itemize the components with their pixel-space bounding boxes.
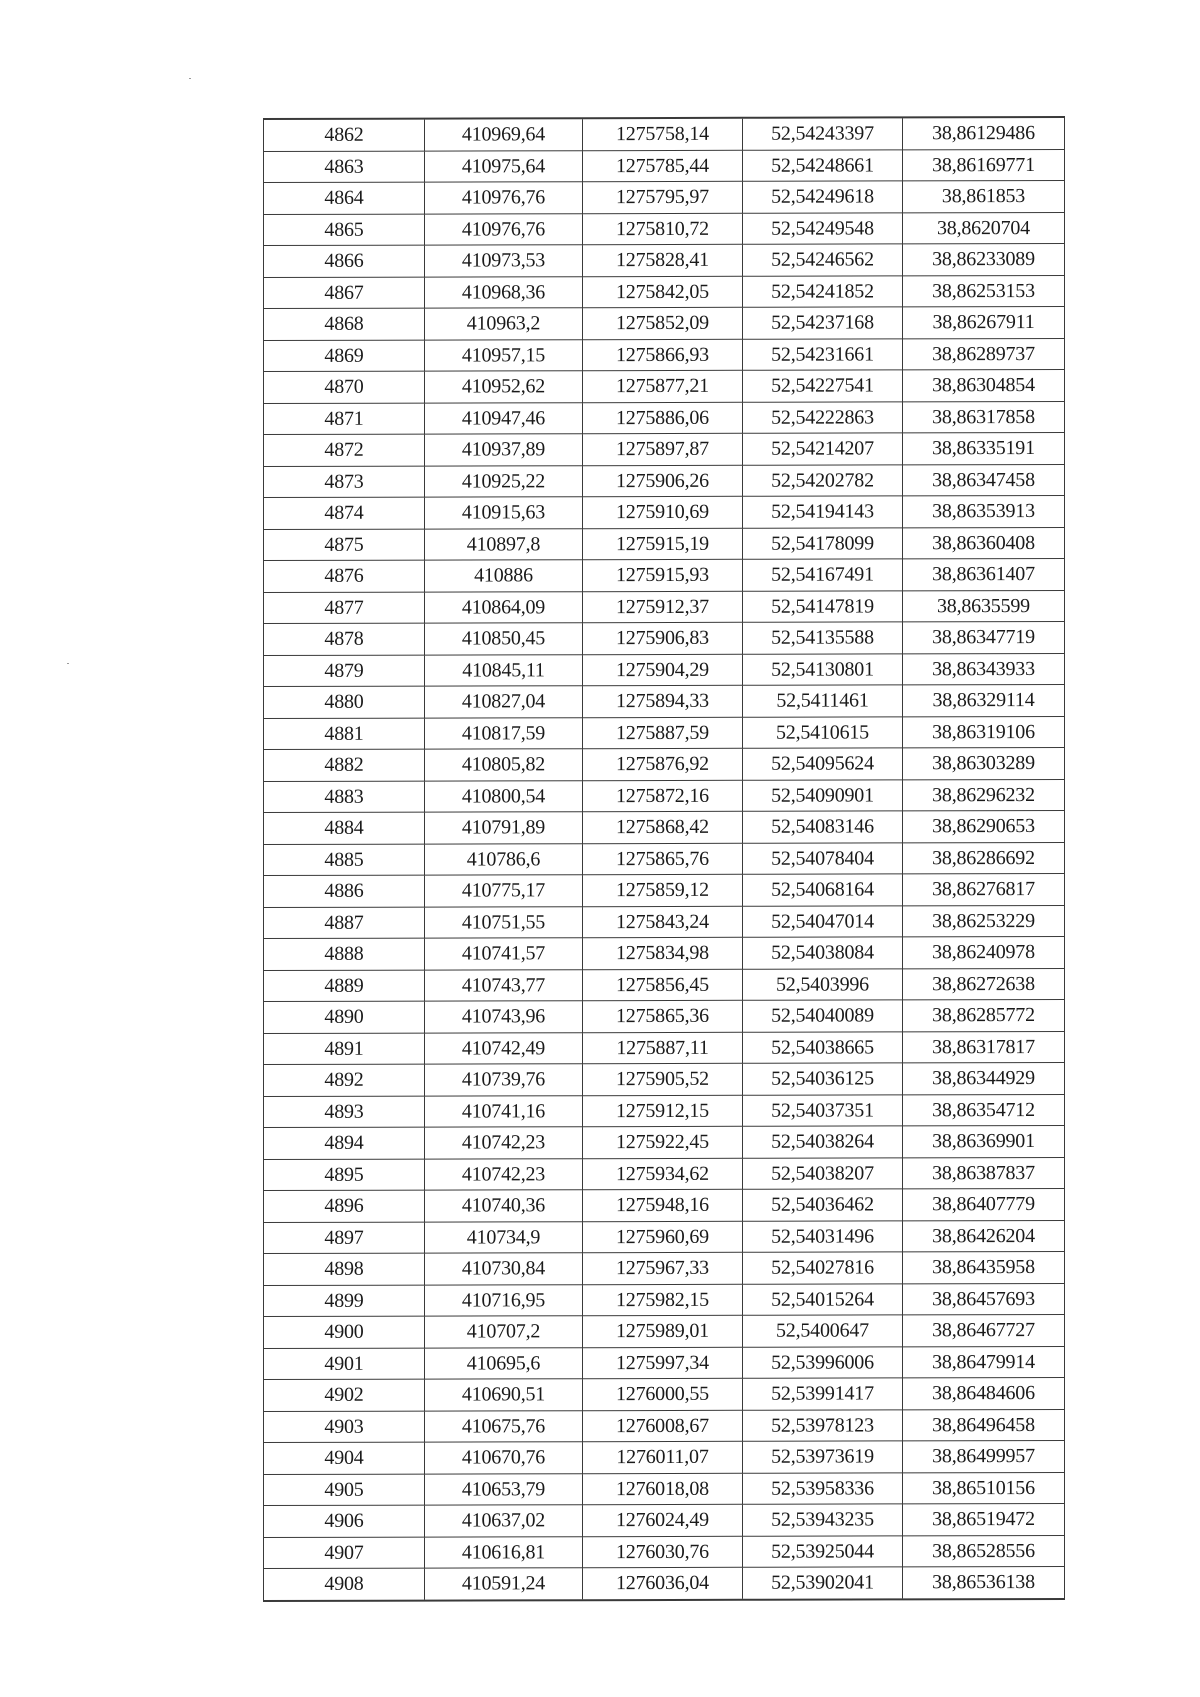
latitude-cell: 52,54031496 — [743, 1220, 903, 1252]
point-number-cell: 4904 — [264, 1442, 425, 1474]
y-coordinate-cell: 1275989,01 — [583, 1315, 743, 1347]
longitude-cell: 38,86129486 — [903, 117, 1065, 149]
y-coordinate-cell: 1275834,98 — [583, 937, 743, 969]
x-coordinate-cell: 410976,76 — [425, 213, 583, 245]
point-number-cell: 4862 — [264, 119, 425, 151]
latitude-cell: 52,54038084 — [743, 937, 903, 969]
latitude-cell: 52,54040089 — [743, 1000, 903, 1032]
longitude-cell: 38,86233089 — [903, 243, 1065, 275]
x-coordinate-cell: 410976,76 — [425, 182, 583, 214]
point-number-cell: 4879 — [264, 655, 425, 687]
y-coordinate-cell: 1275876,92 — [583, 748, 743, 780]
longitude-cell: 38,86335191 — [903, 432, 1065, 464]
y-coordinate-cell: 1275904,29 — [583, 654, 743, 686]
y-coordinate-cell: 1275866,93 — [583, 339, 743, 371]
x-coordinate-cell: 410897,8 — [425, 528, 583, 560]
y-coordinate-cell: 1275856,45 — [583, 969, 743, 1001]
point-number-cell: 4888 — [264, 938, 425, 970]
longitude-cell: 38,86253153 — [903, 275, 1065, 307]
table-row — [264, 1125, 1065, 1159]
longitude-cell: 38,86426204 — [903, 1220, 1065, 1252]
latitude-cell: 52,54090901 — [743, 779, 903, 811]
y-coordinate-cell: 1275967,33 — [583, 1252, 743, 1284]
point-number-cell: 4873 — [264, 466, 425, 498]
point-number-cell: 4867 — [264, 277, 425, 309]
longitude-cell: 38,86286692 — [903, 842, 1065, 874]
y-coordinate-cell: 1275905,52 — [583, 1063, 743, 1095]
longitude-cell: 38,86304854 — [903, 369, 1065, 401]
y-coordinate-cell: 1275982,15 — [583, 1284, 743, 1316]
y-coordinate-cell: 1275886,06 — [583, 402, 743, 434]
table-row — [264, 1503, 1065, 1537]
y-coordinate-cell: 1276036,04 — [583, 1567, 743, 1599]
table-row — [264, 653, 1065, 687]
latitude-cell: 52,54222863 — [743, 401, 903, 433]
x-coordinate-cell: 410805,82 — [425, 749, 583, 781]
point-number-cell: 4866 — [264, 245, 425, 277]
x-coordinate-cell: 410616,81 — [425, 1536, 583, 1568]
x-coordinate-cell: 410775,17 — [425, 875, 583, 907]
point-number-cell: 4885 — [264, 844, 425, 876]
point-number-cell: 4901 — [264, 1348, 425, 1380]
table-row — [264, 716, 1065, 750]
table-row — [264, 1251, 1065, 1285]
latitude-cell: 52,54038207 — [743, 1157, 903, 1189]
table-row — [264, 968, 1065, 1002]
longitude-cell: 38,86253229 — [903, 905, 1065, 937]
x-coordinate-cell: 410742,23 — [425, 1127, 583, 1159]
latitude-cell: 52,53943235 — [743, 1504, 903, 1536]
x-coordinate-cell: 410817,59 — [425, 717, 583, 749]
point-number-cell: 4876 — [264, 560, 425, 592]
longitude-cell: 38,86510156 — [903, 1472, 1065, 1504]
longitude-cell: 38,86296232 — [903, 779, 1065, 811]
point-number-cell: 4884 — [264, 812, 425, 844]
table-row — [264, 527, 1065, 561]
x-coordinate-cell: 410716,95 — [425, 1284, 583, 1316]
longitude-cell: 38,86528556 — [903, 1535, 1065, 1567]
longitude-cell: 38,86276817 — [903, 873, 1065, 905]
longitude-cell: 38,86536138 — [903, 1566, 1065, 1598]
x-coordinate-cell: 410850,45 — [425, 623, 583, 655]
point-number-cell: 4891 — [264, 1033, 425, 1065]
point-number-cell: 4864 — [264, 182, 425, 214]
table-row — [264, 464, 1065, 498]
latitude-cell: 52,54038665 — [743, 1031, 903, 1063]
x-coordinate-cell: 410886 — [425, 560, 583, 592]
longitude-cell: 38,86347719 — [903, 621, 1065, 653]
scan-speck — [67, 663, 69, 664]
table-row — [264, 1535, 1065, 1569]
x-coordinate-cell: 410963,2 — [425, 308, 583, 340]
table-row — [264, 747, 1065, 781]
point-number-cell: 4872 — [264, 434, 425, 466]
y-coordinate-cell: 1276008,67 — [583, 1410, 743, 1442]
longitude-cell: 38,86272638 — [903, 968, 1065, 1000]
x-coordinate-cell: 410743,77 — [425, 969, 583, 1001]
x-coordinate-cell: 410742,23 — [425, 1158, 583, 1190]
table-row — [264, 1031, 1065, 1065]
x-coordinate-cell: 410675,76 — [425, 1410, 583, 1442]
x-coordinate-cell: 410791,89 — [425, 812, 583, 844]
x-coordinate-cell: 410743,96 — [425, 1001, 583, 1033]
longitude-cell: 38,86343933 — [903, 653, 1065, 685]
table-row — [264, 1409, 1065, 1443]
table-row — [264, 275, 1065, 309]
y-coordinate-cell: 1275785,44 — [583, 150, 743, 182]
point-number-cell: 4902 — [264, 1379, 425, 1411]
point-number-cell: 4882 — [264, 749, 425, 781]
longitude-cell: 38,86435958 — [903, 1251, 1065, 1283]
latitude-cell: 52,54202782 — [743, 464, 903, 496]
x-coordinate-cell: 410707,2 — [425, 1316, 583, 1348]
x-coordinate-cell: 410591,24 — [425, 1568, 583, 1600]
x-coordinate-cell: 410653,79 — [425, 1473, 583, 1505]
point-number-cell: 4892 — [264, 1064, 425, 1096]
y-coordinate-cell: 1276018,08 — [583, 1473, 743, 1505]
coordinates-table — [263, 116, 1065, 1602]
point-number-cell: 4865 — [264, 214, 425, 246]
table-row — [264, 779, 1065, 813]
latitude-cell: 52,53958336 — [743, 1472, 903, 1504]
point-number-cell: 4898 — [264, 1253, 425, 1285]
y-coordinate-cell: 1275887,59 — [583, 717, 743, 749]
latitude-cell: 52,54047014 — [743, 905, 903, 937]
latitude-cell: 52,54135588 — [743, 622, 903, 654]
latitude-cell: 52,54194143 — [743, 496, 903, 528]
latitude-cell: 52,54095624 — [743, 748, 903, 780]
table-row — [264, 338, 1065, 372]
point-number-cell: 4878 — [264, 623, 425, 655]
x-coordinate-cell: 410973,53 — [425, 245, 583, 277]
x-coordinate-cell: 410695,6 — [425, 1347, 583, 1379]
table-row — [264, 243, 1065, 277]
table-row — [264, 684, 1065, 718]
longitude-cell: 38,86360408 — [903, 527, 1065, 559]
y-coordinate-cell: 1275894,33 — [583, 685, 743, 717]
y-coordinate-cell: 1275842,05 — [583, 276, 743, 308]
point-number-cell: 4889 — [264, 970, 425, 1002]
x-coordinate-cell: 410741,57 — [425, 938, 583, 970]
point-number-cell: 4896 — [264, 1190, 425, 1222]
point-number-cell: 4874 — [264, 497, 425, 529]
latitude-cell: 52,54083146 — [743, 811, 903, 843]
longitude-cell: 38,86387837 — [903, 1157, 1065, 1189]
point-number-cell: 4880 — [264, 686, 425, 718]
longitude-cell: 38,86329114 — [903, 684, 1065, 716]
point-number-cell: 4881 — [264, 718, 425, 750]
x-coordinate-cell: 410690,51 — [425, 1379, 583, 1411]
y-coordinate-cell: 1275795,97 — [583, 181, 743, 213]
y-coordinate-cell: 1275852,09 — [583, 307, 743, 339]
longitude-cell: 38,86290653 — [903, 810, 1065, 842]
table-row — [264, 117, 1065, 151]
y-coordinate-cell: 1275922,45 — [583, 1126, 743, 1158]
latitude-cell: 52,54249618 — [743, 181, 903, 213]
table-row — [264, 1440, 1065, 1474]
x-coordinate-cell: 410827,04 — [425, 686, 583, 718]
point-number-cell: 4895 — [264, 1159, 425, 1191]
table-row — [264, 905, 1065, 939]
longitude-cell: 38,86467727 — [903, 1314, 1065, 1346]
table-row — [264, 999, 1065, 1033]
x-coordinate-cell: 410730,84 — [425, 1253, 583, 1285]
x-coordinate-cell: 410670,76 — [425, 1442, 583, 1474]
y-coordinate-cell: 1276030,76 — [583, 1536, 743, 1568]
table-row — [264, 873, 1065, 907]
y-coordinate-cell: 1275865,36 — [583, 1000, 743, 1032]
longitude-cell: 38,86353913 — [903, 495, 1065, 527]
y-coordinate-cell: 1275910,69 — [583, 496, 743, 528]
point-number-cell: 4906 — [264, 1505, 425, 1537]
y-coordinate-cell: 1275810,72 — [583, 213, 743, 245]
table-row — [264, 1377, 1065, 1411]
table-row — [264, 1157, 1065, 1191]
y-coordinate-cell: 1275934,62 — [583, 1158, 743, 1190]
latitude-cell: 52,5410615 — [743, 716, 903, 748]
latitude-cell: 52,54178099 — [743, 527, 903, 559]
longitude-cell: 38,86369901 — [903, 1125, 1065, 1157]
y-coordinate-cell: 1275906,83 — [583, 622, 743, 654]
x-coordinate-cell: 410952,62 — [425, 371, 583, 403]
latitude-cell: 52,54015264 — [743, 1283, 903, 1315]
x-coordinate-cell: 410937,89 — [425, 434, 583, 466]
latitude-cell: 52,53978123 — [743, 1409, 903, 1441]
longitude-cell: 38,86479914 — [903, 1346, 1065, 1378]
y-coordinate-cell: 1275872,16 — [583, 780, 743, 812]
table-row — [264, 1314, 1065, 1348]
latitude-cell: 52,5403996 — [743, 968, 903, 1000]
x-coordinate-cell: 410734,9 — [425, 1221, 583, 1253]
longitude-cell: 38,86457693 — [903, 1283, 1065, 1315]
latitude-cell: 52,54038264 — [743, 1126, 903, 1158]
x-coordinate-cell: 410637,02 — [425, 1505, 583, 1537]
x-coordinate-cell: 410742,49 — [425, 1032, 583, 1064]
latitude-cell: 52,54078404 — [743, 842, 903, 874]
longitude-cell: 38,86285772 — [903, 999, 1065, 1031]
longitude-cell: 38,86303289 — [903, 747, 1065, 779]
longitude-cell: 38,86519472 — [903, 1503, 1065, 1535]
table-row — [264, 590, 1065, 624]
longitude-cell: 38,86496458 — [903, 1409, 1065, 1441]
point-number-cell: 4875 — [264, 529, 425, 561]
x-coordinate-cell: 410739,76 — [425, 1064, 583, 1096]
x-coordinate-cell: 410925,22 — [425, 465, 583, 497]
x-coordinate-cell: 410751,55 — [425, 906, 583, 938]
latitude-cell: 52,54227541 — [743, 370, 903, 402]
table-row — [264, 401, 1065, 435]
table-row — [264, 1094, 1065, 1128]
table-row — [264, 306, 1065, 340]
x-coordinate-cell: 410975,64 — [425, 150, 583, 182]
y-coordinate-cell: 1275843,24 — [583, 906, 743, 938]
point-number-cell: 4899 — [264, 1285, 425, 1317]
longitude-cell: 38,86317858 — [903, 401, 1065, 433]
y-coordinate-cell: 1275868,42 — [583, 811, 743, 843]
latitude-cell: 52,54027816 — [743, 1252, 903, 1284]
longitude-cell: 38,86407779 — [903, 1188, 1065, 1220]
table-row — [264, 149, 1065, 183]
point-number-cell: 4905 — [264, 1474, 425, 1506]
point-number-cell: 4890 — [264, 1001, 425, 1033]
point-number-cell: 4886 — [264, 875, 425, 907]
y-coordinate-cell: 1275948,16 — [583, 1189, 743, 1221]
table-row — [264, 432, 1065, 466]
y-coordinate-cell: 1275915,93 — [583, 559, 743, 591]
latitude-cell: 52,54130801 — [743, 653, 903, 685]
y-coordinate-cell: 1275758,14 — [583, 118, 743, 150]
point-number-cell: 4868 — [264, 308, 425, 340]
point-number-cell: 4907 — [264, 1537, 425, 1569]
latitude-cell: 52,54036462 — [743, 1189, 903, 1221]
longitude-cell: 38,8635599 — [903, 590, 1065, 622]
point-number-cell: 4863 — [264, 151, 425, 183]
table-row — [264, 1566, 1065, 1600]
table-row — [264, 1062, 1065, 1096]
x-coordinate-cell: 410845,11 — [425, 654, 583, 686]
table-row — [264, 1220, 1065, 1254]
y-coordinate-cell: 1275906,26 — [583, 465, 743, 497]
latitude-cell: 52,54147819 — [743, 590, 903, 622]
latitude-cell: 52,54037351 — [743, 1094, 903, 1126]
latitude-cell: 52,54246562 — [743, 244, 903, 276]
latitude-cell: 52,53991417 — [743, 1378, 903, 1410]
y-coordinate-cell: 1275859,12 — [583, 874, 743, 906]
latitude-cell: 52,53973619 — [743, 1441, 903, 1473]
longitude-cell: 38,861853 — [903, 180, 1065, 212]
table-row — [264, 842, 1065, 876]
table-row — [264, 1472, 1065, 1506]
table-row — [264, 558, 1065, 592]
latitude-cell: 52,54167491 — [743, 559, 903, 591]
point-number-cell: 4900 — [264, 1316, 425, 1348]
longitude-cell: 38,86240978 — [903, 936, 1065, 968]
longitude-cell: 38,86319106 — [903, 716, 1065, 748]
table-row — [264, 1188, 1065, 1222]
table-row — [264, 810, 1065, 844]
point-number-cell: 4869 — [264, 340, 425, 372]
y-coordinate-cell: 1276000,55 — [583, 1378, 743, 1410]
longitude-cell: 38,86499957 — [903, 1440, 1065, 1472]
longitude-cell: 38,86289737 — [903, 338, 1065, 370]
latitude-cell: 52,54249548 — [743, 212, 903, 244]
latitude-cell: 52,5411461 — [743, 685, 903, 717]
y-coordinate-cell: 1275877,21 — [583, 370, 743, 402]
longitude-cell: 38,86317817 — [903, 1031, 1065, 1063]
x-coordinate-cell: 410915,63 — [425, 497, 583, 529]
table-row — [264, 180, 1065, 214]
longitude-cell: 38,86347458 — [903, 464, 1065, 496]
y-coordinate-cell: 1275960,69 — [583, 1221, 743, 1253]
latitude-cell: 52,54241852 — [743, 275, 903, 307]
coordinates-table-wrapper — [263, 116, 1064, 1602]
point-number-cell: 4908 — [264, 1568, 425, 1600]
y-coordinate-cell: 1275897,87 — [583, 433, 743, 465]
point-number-cell: 4894 — [264, 1127, 425, 1159]
y-coordinate-cell: 1275915,19 — [583, 528, 743, 560]
longitude-cell: 38,86361407 — [903, 558, 1065, 590]
y-coordinate-cell: 1275887,11 — [583, 1032, 743, 1064]
longitude-cell: 38,86484606 — [903, 1377, 1065, 1409]
y-coordinate-cell: 1276024,49 — [583, 1504, 743, 1536]
latitude-cell: 52,54068164 — [743, 874, 903, 906]
x-coordinate-cell: 410947,46 — [425, 402, 583, 434]
y-coordinate-cell: 1275828,41 — [583, 244, 743, 276]
point-number-cell: 4897 — [264, 1222, 425, 1254]
x-coordinate-cell: 410864,09 — [425, 591, 583, 623]
point-number-cell: 4887 — [264, 907, 425, 939]
point-number-cell: 4871 — [264, 403, 425, 435]
table-row — [264, 1283, 1065, 1317]
longitude-cell: 38,86169771 — [903, 149, 1065, 181]
x-coordinate-cell: 410741,16 — [425, 1095, 583, 1127]
y-coordinate-cell: 1275865,76 — [583, 843, 743, 875]
x-coordinate-cell: 410740,36 — [425, 1190, 583, 1222]
x-coordinate-cell: 410957,15 — [425, 339, 583, 371]
longitude-cell: 38,8620704 — [903, 212, 1065, 244]
y-coordinate-cell: 1275912,37 — [583, 591, 743, 623]
latitude-cell: 52,54231661 — [743, 338, 903, 370]
x-coordinate-cell: 410786,6 — [425, 843, 583, 875]
point-number-cell: 4870 — [264, 371, 425, 403]
x-coordinate-cell: 410969,64 — [425, 118, 583, 150]
table-row — [264, 212, 1065, 246]
y-coordinate-cell: 1275997,34 — [583, 1347, 743, 1379]
point-number-cell: 4903 — [264, 1411, 425, 1443]
point-number-cell: 4893 — [264, 1096, 425, 1128]
x-coordinate-cell: 410968,36 — [425, 276, 583, 308]
coordinates-table-body — [264, 117, 1065, 1601]
latitude-cell: 52,53902041 — [743, 1567, 903, 1599]
latitude-cell: 52,53996006 — [743, 1346, 903, 1378]
latitude-cell: 52,54036125 — [743, 1063, 903, 1095]
longitude-cell: 38,86344929 — [903, 1062, 1065, 1094]
latitude-cell: 52,53925044 — [743, 1535, 903, 1567]
latitude-cell: 52,54237168 — [743, 307, 903, 339]
y-coordinate-cell: 1275912,15 — [583, 1095, 743, 1127]
x-coordinate-cell: 410800,54 — [425, 780, 583, 812]
longitude-cell: 38,86267911 — [903, 306, 1065, 338]
y-coordinate-cell: 1276011,07 — [583, 1441, 743, 1473]
point-number-cell: 4883 — [264, 781, 425, 813]
scan-speck — [189, 78, 191, 79]
point-number-cell: 4877 — [264, 592, 425, 624]
table-row — [264, 1346, 1065, 1380]
latitude-cell: 52,54248661 — [743, 149, 903, 181]
latitude-cell: 52,54214207 — [743, 433, 903, 465]
longitude-cell: 38,86354712 — [903, 1094, 1065, 1126]
table-row — [264, 369, 1065, 403]
table-row — [264, 936, 1065, 970]
table-row — [264, 621, 1065, 655]
table-row — [264, 495, 1065, 529]
latitude-cell: 52,5400647 — [743, 1315, 903, 1347]
latitude-cell: 52,54243397 — [743, 117, 903, 149]
